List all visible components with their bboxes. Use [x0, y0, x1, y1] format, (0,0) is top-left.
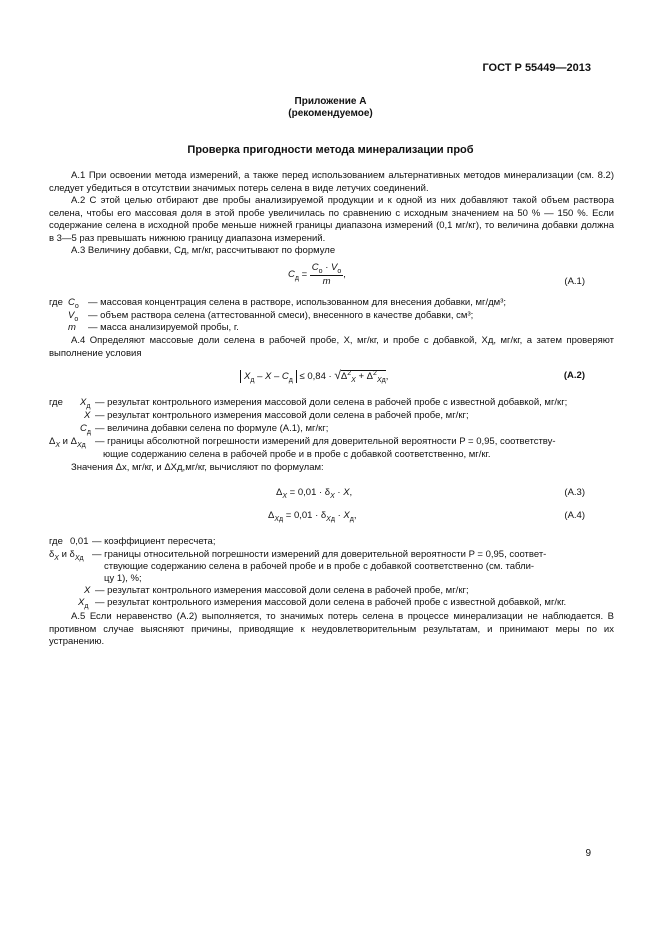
equation-number-a3: (А.3): [564, 487, 585, 498]
symbol-delta-abs: $\Delta_X$ и $\Delta_{Xд}$: [49, 436, 86, 449]
symbol-x: X: [84, 410, 91, 421]
def-delta-abs-b: ющие содержанию селена в рабочей пробе и в пробе с добавкой соответственно, мг/кг.: [103, 449, 491, 460]
formula-a2: $X_д - X - C_д \le 0,84 \cdot √\Delta^2_X + \Delta^2_{Xд}$,: [240, 368, 388, 384]
symbol-x-2: X: [84, 585, 91, 596]
def-m: — масса анализируемой пробы, г.: [88, 322, 239, 333]
def-delta-rel-b: ствующие содержанию селена в рабочей пробе и в пробе с добавкой соответственно (см. табли-: [104, 561, 535, 572]
paragraph-a3: А.3 Величину добавки, Cд, мг/кг, рассчитывают по формуле: [71, 245, 336, 256]
symbol-xd-2: $X_д$: [78, 597, 89, 610]
def-c0: — массовая концентрация селена в растворе, использованном для внесения добавки, мг/дм³;: [88, 297, 507, 308]
section-title: Проверка пригодности метода минерализации проб: [187, 144, 474, 156]
coefficient-value: 0,01: [70, 536, 89, 547]
paragraph-a5: А.5 Если неравенство (А.2) выполняется, то значимых потерь селена в процессе минерализации не наблюдается. В противном случае выясняют причины, приводящие к неудовлетворительным результатам, и принимают меры по их устранению.: [49, 611, 614, 647]
def-coefficient: — коэффициент пересчета;: [92, 536, 216, 547]
def-xd: — результат контрольного измерения массовой доли селена в рабочей пробе с известной добавкой, мг/кг;: [95, 397, 568, 408]
symbol-xd: $X_д$: [80, 397, 91, 410]
symbol-delta-rel: $\delta_X$ и $\delta_{Xд}$: [49, 549, 84, 562]
standard-number: ГОСТ Р 55449—2013: [482, 62, 591, 74]
where-label-3: где: [49, 536, 63, 547]
formula-a3: $\Delta_X = 0,01 \cdot \delta_X \cdot X$,: [276, 487, 353, 500]
paragraph-values-intro: Значения Δx, мг/кг, и ΔXд,мг/кг, вычисляют по формулам:: [71, 462, 324, 473]
formula-a4: $\Delta_{Xд} = 0,01 \cdot \delta_{Xд} \cdot X_д$,: [268, 510, 357, 523]
formula-a1: $C_д$ = $\frac{C_o \cdot V_o}{m}$ ,: [288, 262, 346, 287]
symbol-c0: $C_o$: [68, 297, 79, 310]
def-delta-rel-c: цу 1), %;: [104, 573, 142, 584]
where-label-2: где: [49, 397, 63, 408]
equation-number-a4: (А.4): [564, 510, 585, 521]
equation-number-a2: (А.2): [563, 370, 585, 381]
def-x-2: — результат контрольного измерения массовой доли селена в рабочей пробе, мг/кг;: [95, 585, 469, 596]
paragraph-a2: А.2 С этой целью отбирают две пробы анализируемой продукции и к одной из них добавляют такой объем раствора селена, чтобы его массовая доля в этой пробе увеличилась по сравнению с исходным значением на 50 % — 150 %. Если содержание селена в исходной пробе меньше нижней границы диапазона измерений (0,1 мг/кг), то величина добавки должна в 3—5 раз превышать нижнюю границу диапазона измерений.: [49, 195, 614, 244]
def-delta-abs-a: — границы абсолютной погрешности измерений для доверительной вероятности P = 0,95, соответству-: [95, 436, 556, 447]
equation-number-a1: (А.1): [564, 276, 585, 287]
appendix-title: Приложение А: [294, 96, 367, 107]
where-label-1: где: [49, 297, 63, 308]
paragraph-a4: А.4 Определяют массовые доли селена в рабочей пробе, X, мг/кг, и пробе с добавкой, Xд, мг/кг, а затем проверяют выполнение условия: [49, 335, 614, 359]
def-cd: — величина добавки селена по формуле (А.1), мг/кг;: [95, 423, 329, 434]
def-x: — результат контрольного измерения массовой доли селена в рабочей пробе, мг/кг;: [95, 410, 469, 421]
paragraph-a1: А.1 При освоении метода измерений, а также перед использованием альтернативных методов минерализации (см. 8.2) следует убедиться в отсутствии значимых потерь селена в виде летучих соединений.: [49, 170, 614, 194]
def-xd-2: — результат контрольного измерения массовой доли селена в рабочей пробе с известной добавкой, мг/кг.: [95, 597, 567, 608]
symbol-m: m: [68, 322, 76, 333]
def-v0: — объем раствора селена (аттестованной смеси), внесенного в качестве добавки, см³;: [88, 310, 474, 321]
symbol-cd: $C_д$: [80, 423, 91, 436]
symbol-v0: $V_o$: [68, 310, 79, 323]
appendix-subtitle: (рекомендуемое): [288, 108, 373, 119]
def-delta-rel-a: — границы относительной погрешности измерений для доверительной вероятности P = 0,95, соответ-: [92, 549, 547, 560]
page-number: 9: [585, 848, 591, 859]
